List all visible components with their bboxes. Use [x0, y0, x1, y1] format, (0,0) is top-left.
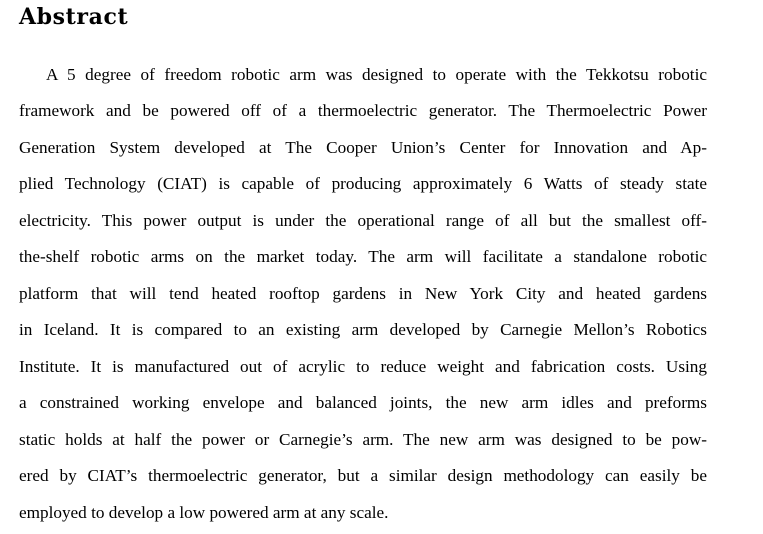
paragraph-line: in Iceland. It is compared to an existing arm developed by Carnegie Mellon’s Robotics	[19, 320, 707, 339]
paragraph-line: the-shelf robotic arms on the market today. The arm will facilitate a standalone robotic	[19, 247, 707, 266]
paragraph-line: a constrained working envelope and balanced joints, the new arm idles and preforms	[19, 393, 707, 412]
paragraph-line: platform that will tend heated rooftop gardens in New York City and heated gardens	[19, 284, 707, 303]
paragraph-line: Institute. It is manufactured out of acrylic to reduce weight and fabrication costs. Using	[19, 357, 707, 376]
paragraph-line: electricity. This power output is under the operational range of all but the smallest off-	[19, 211, 707, 230]
paragraph-line: Generation System developed at The Cooper Union’s Center for Innovation and Ap-	[19, 138, 707, 157]
paragraph-line: plied Technology (CIAT) is capable of producing approximately 6 Watts of steady state	[19, 174, 707, 193]
section-heading: Abstract	[19, 4, 129, 30]
paragraph-line: A 5 degree of freedom robotic arm was designed to operate with the Tekkotsu robotic	[46, 65, 707, 84]
paragraph-line: static holds at half the power or Carnegie’s arm. The new arm was designed to be pow-	[19, 430, 707, 449]
paragraph-line: framework and be powered off of a thermoelectric generator. The Thermoelectric Power	[19, 101, 707, 120]
paragraph-line: employed to develop a low powered arm at any scale.	[19, 503, 389, 522]
paragraph-line: ered by CIAT’s thermoelectric generator, but a similar design methodology can easily be	[19, 466, 707, 485]
